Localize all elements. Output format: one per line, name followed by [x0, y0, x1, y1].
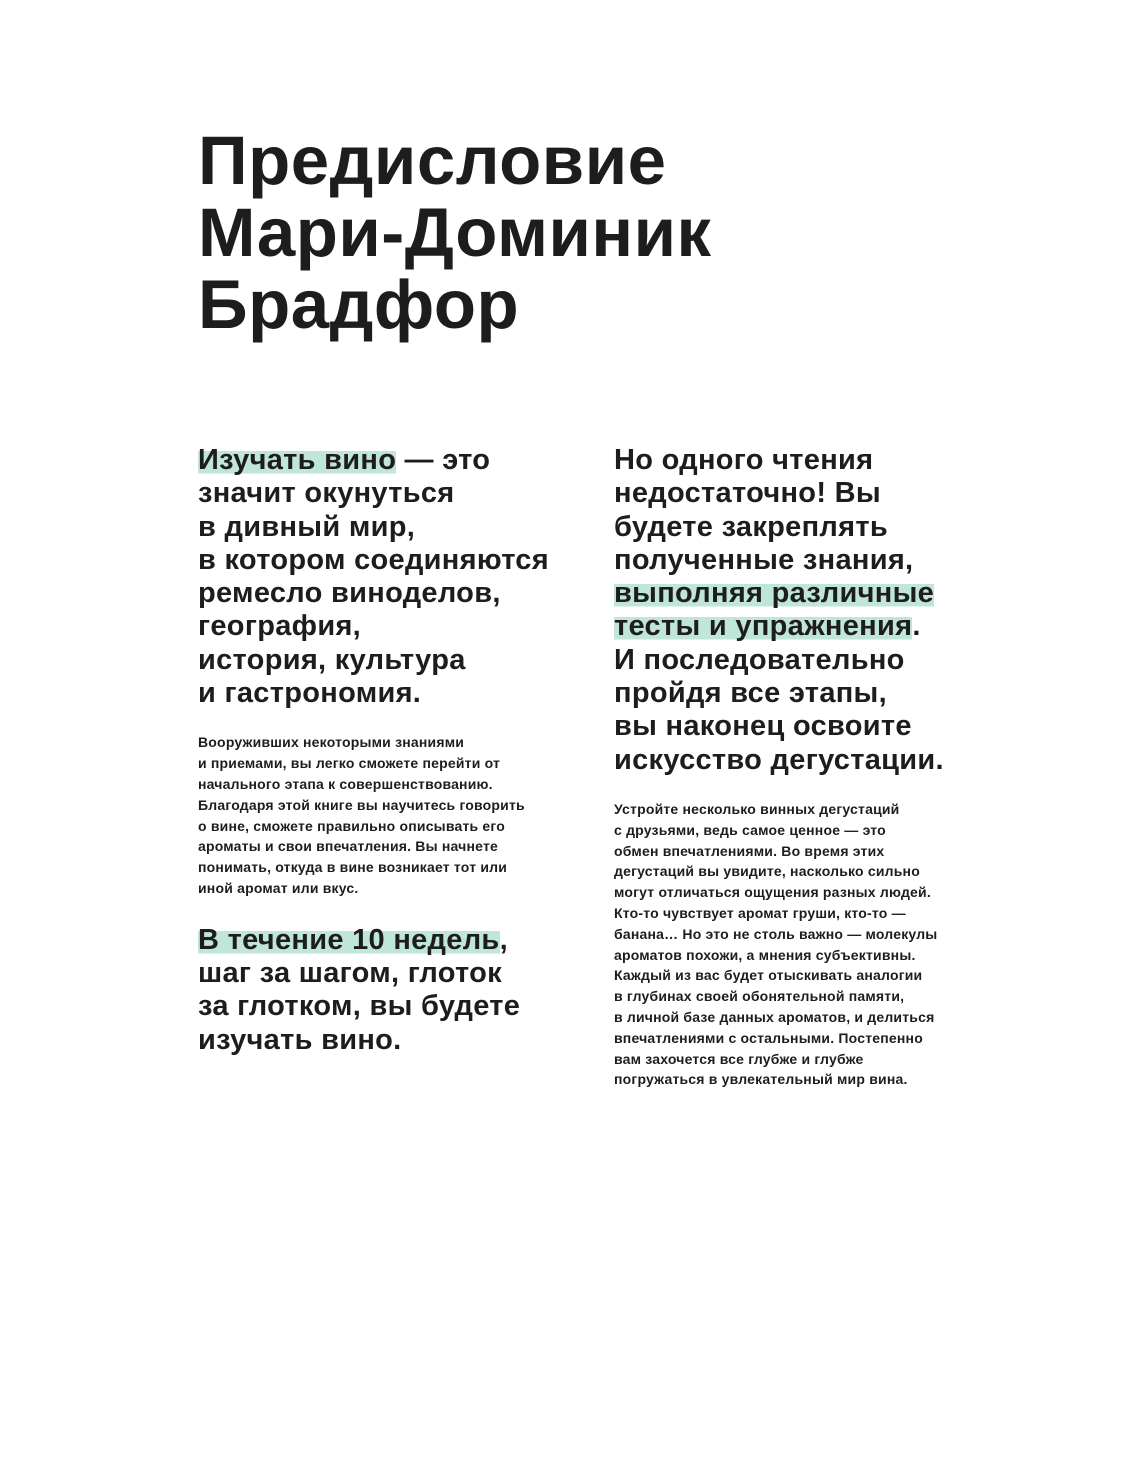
lead-line	[198, 444, 598, 477]
body-paragraph-right	[614, 799, 1009, 1090]
lead-line: полученные знания,	[614, 543, 914, 576]
lead-line: недостаточно! Вы	[614, 477, 881, 510]
title-line: Брадфор	[198, 266, 520, 343]
body-line: банана… Но это не столь важно — молекулы	[614, 925, 938, 942]
highlighted-phrase: Изучать вино	[198, 444, 397, 476]
body-line: в глубинах своей обонятельной памяти,	[614, 988, 905, 1005]
lead-line: вы наконец освоите	[614, 710, 912, 743]
lead-line: география,	[198, 610, 362, 643]
lead-line-rest: .	[912, 610, 921, 643]
lead-line: Но одного чтения	[614, 444, 874, 476]
body-line: и приемами, вы легко сможете перейти от	[198, 755, 501, 772]
lead-line: будете закреплять	[614, 510, 888, 543]
body-line: Кто-то чувствует аромат груши, кто-то —	[614, 904, 906, 921]
body-line: обмен впечатлениями. Во время этих	[614, 842, 885, 859]
lead-line-rest: ,	[499, 923, 508, 956]
body-line: впечатлениями с остальными. Постепенно	[614, 1029, 923, 1046]
lead-line: в дивный мир,	[198, 510, 416, 543]
body-line: Вооруживших некоторыми знаниями	[198, 734, 465, 751]
body-line: понимать, откуда в вине возникает тот или	[198, 859, 508, 876]
highlighted-phrase: тесты и упражнения	[614, 610, 913, 643]
body-line: дегустаций вы увидите, насколько сильно	[614, 863, 920, 880]
lead-line: шаг за шагом, глоток	[198, 957, 502, 990]
lead-line: история, культура	[198, 643, 466, 676]
body-line: с друзьями, ведь самое ценное — это	[614, 821, 886, 838]
body-line: в личной базе данных ароматов, и делиться	[614, 1008, 935, 1025]
lead-line	[614, 577, 1009, 610]
highlighted-phrase: выполняя различные	[614, 577, 935, 610]
lead-line-rest: — это	[396, 444, 491, 476]
lead-line: искусство дегустации.	[614, 743, 944, 776]
body-line: ароматы и свои впечатления. Вы начнете	[198, 838, 498, 855]
lead-line: И последовательно	[614, 643, 905, 676]
lead-line: значит окунуться	[198, 477, 455, 510]
highlighted-phrase: В течение 10 недель	[198, 923, 500, 956]
body-line: вам захочется все глубже и глубже	[614, 1050, 864, 1067]
body-line: могут отличаться ощущения разных людей.	[614, 884, 931, 901]
body-paragraph-left	[198, 732, 598, 898]
page-title	[198, 122, 712, 343]
lead-line: за глотком, вы будете	[198, 990, 521, 1023]
body-line: Устройте несколько винных дегустаций	[614, 800, 900, 817]
body-line: начального этапа к совершенствованию.	[198, 775, 493, 792]
left-column	[198, 444, 598, 1057]
body-line: иной аромат или вкус.	[198, 879, 359, 896]
lead-line: и гастрономия.	[198, 677, 422, 710]
lead-paragraph-1	[198, 444, 598, 710]
lead-line	[614, 610, 1009, 643]
lead-line: пройдя все этапы,	[614, 677, 887, 710]
body-line: ароматов похожи, а мнения субъективны.	[614, 946, 916, 963]
lead-line: ремесло виноделов,	[198, 577, 501, 610]
lead-line: изучать вино.	[198, 1023, 402, 1056]
body-line: Каждый из вас будет отыскивать аналогии	[614, 967, 923, 984]
body-line: погружаться в увлекательный мир вина.	[614, 1071, 908, 1088]
title-line: Предисловие	[198, 122, 667, 199]
body-line: о вине, сможете правильно описывать его	[198, 817, 505, 834]
lead-paragraph-3	[614, 444, 1009, 777]
title-line: Мари-Доминик	[198, 194, 712, 271]
lead-line	[198, 924, 598, 957]
lead-paragraph-2	[198, 924, 598, 1057]
lead-line: в котором соединяются	[198, 543, 549, 576]
right-column	[614, 444, 1009, 1090]
body-line: Благодаря этой книге вы научитесь говорить	[198, 796, 525, 813]
